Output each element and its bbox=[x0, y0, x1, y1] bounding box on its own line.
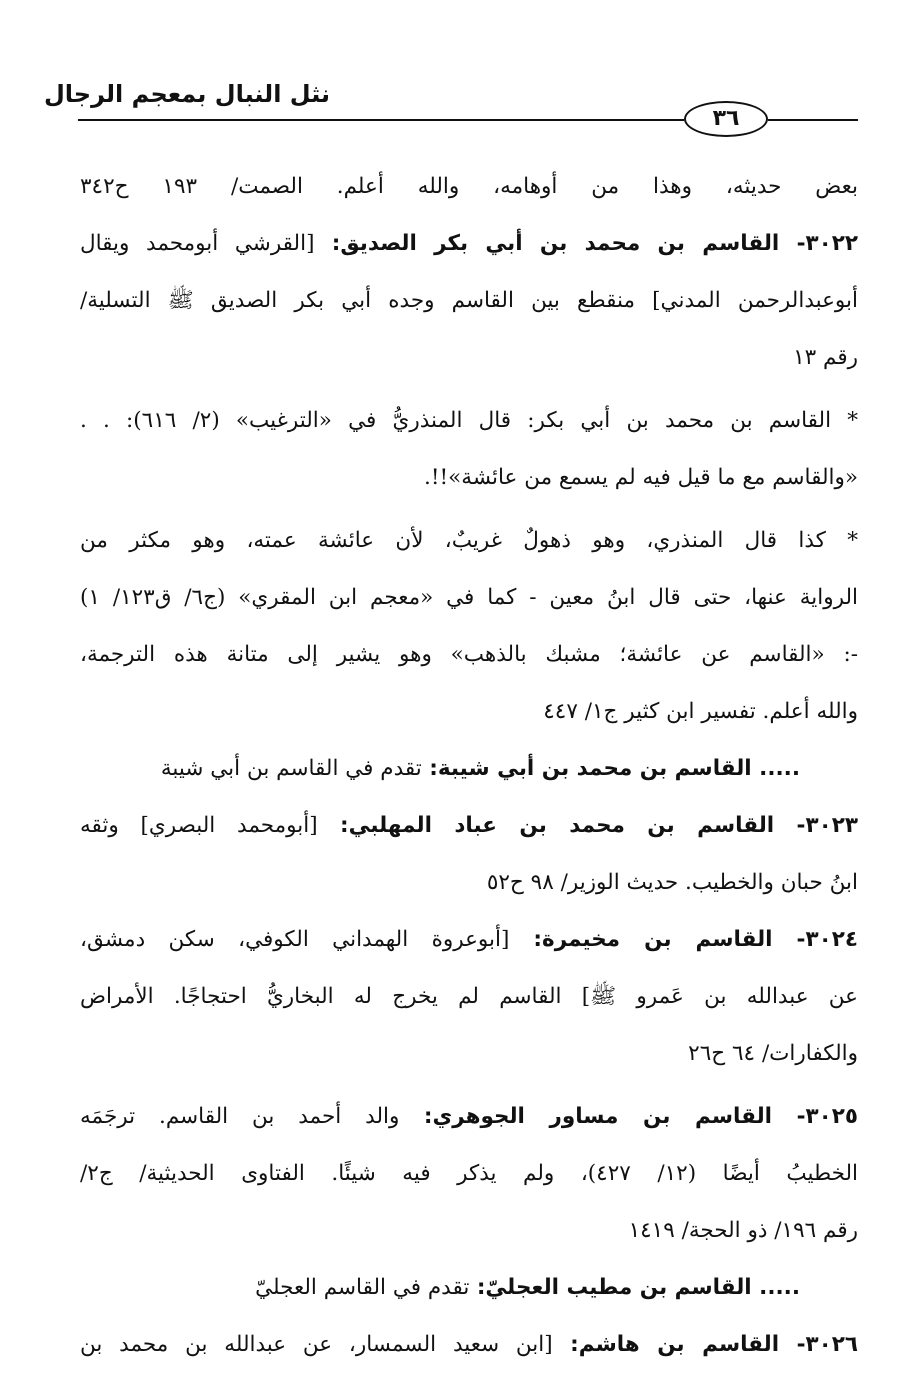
entry-name-bold: ..... القاسم بن مطيب العجليّ: bbox=[469, 1275, 800, 1300]
text-segment: -: «القاسم عن عائشة؛ مشبك بالذهب» وهو يشير إلى متانة هذه الترجمة، bbox=[80, 642, 858, 667]
note-line bbox=[80, 449, 858, 506]
note-line bbox=[80, 683, 858, 740]
running-header-title: نثل النبال بمعجم الرجال bbox=[43, 80, 330, 108]
text-line bbox=[80, 272, 858, 329]
entry-name-bold: ٣٠٢٤- القاسم بن مخيمرة: bbox=[509, 927, 858, 952]
text-line bbox=[80, 968, 858, 1025]
text-segment: والله أعلم. تفسير ابن كثير ج١/ ٤٤٧ bbox=[543, 699, 858, 724]
text-segment: [أبوعروة الهمداني الكوفي، سكن دمشق، bbox=[80, 927, 510, 952]
text-segment: رقم ١٩٦/ ذو الحجة/ ١٤١٩ bbox=[628, 1218, 858, 1243]
note-line bbox=[80, 626, 858, 683]
text-segment: * القاسم بن محمد بن أبي بكر: قال المنذريُّ في «الترغيب» (٢/ ٦١٦): . . bbox=[80, 408, 858, 433]
note-line bbox=[80, 569, 858, 626]
entry-name-bold: ..... القاسم بن محمد بن أبي شيبة: bbox=[421, 756, 800, 781]
text-segment: الرواية عنها، حتى قال ابنُ معين - كما في «معجم ابن المقري» (ج٦/ ق١٢٣/ ١) bbox=[80, 585, 858, 610]
text-segment: رقم ١٣ bbox=[793, 345, 858, 370]
text-segment: «والقاسم مع ما قيل فيه لم يسمع من عائشة»!!. bbox=[424, 465, 858, 490]
text-segment: عن عبدالله بن عَمرو ﷺ] القاسم لم يخرج له البخاريُّ احتجاجًا. الأمراض bbox=[80, 984, 858, 1009]
entry-name-bold: ٣٠٢٣- القاسم بن محمد بن عباد المهلبي: bbox=[317, 813, 858, 838]
note-line bbox=[80, 392, 858, 449]
text-line bbox=[80, 1025, 858, 1082]
text-segment: [أبومحمد البصري] وثقه bbox=[80, 813, 318, 838]
text-segment: تقدم في القاسم العجليّ bbox=[255, 1275, 470, 1300]
text-segment: * كذا قال المنذري، وهو ذهولٌ غريبٌ، لأن عائشة عمته، وهو مكثر من bbox=[80, 528, 858, 553]
entry-3024-heading-line bbox=[80, 911, 858, 968]
text-segment: والد أحمد بن القاسم. ترجَمَه bbox=[80, 1104, 400, 1129]
text-segment: أبوعبدالرحمن المدني] منقطع بين القاسم وجده أبي بكر الصديق ﷺ التسلية/ bbox=[80, 288, 858, 313]
page-number-oval: ٣٦ bbox=[684, 101, 768, 137]
cross-reference-line bbox=[80, 740, 858, 797]
entry-3026-heading-line bbox=[80, 1316, 858, 1373]
text-segment: بعض حديثه، وهذا من أوهامه، والله أعلم. الصمت/ ١٩٣ ح٣٤٢ bbox=[80, 174, 858, 199]
header-rule-right bbox=[768, 119, 858, 121]
entry-name-bold: ٣٠٢٥- القاسم بن مساور الجوهري: bbox=[399, 1104, 858, 1129]
text-line bbox=[80, 1145, 858, 1202]
text-line bbox=[80, 329, 858, 386]
text-line bbox=[80, 1202, 858, 1259]
entry-3023-heading-line bbox=[80, 797, 858, 854]
text-segment: تقدم في القاسم بن أبي شيبة bbox=[160, 756, 422, 781]
text-segment: الخطيبُ أيضًا (١٢/ ٤٢٧)، ولم يذكر فيه شيئًا. الفتاوى الحديثية/ ج٢/ bbox=[80, 1161, 858, 1186]
text-segment: [القرشي أبومحمد ويقال bbox=[80, 231, 315, 256]
entry-name-bold: ٣٠٢٢- القاسم بن محمد بن أبي بكر الصديق: bbox=[314, 231, 858, 256]
note-line bbox=[80, 512, 858, 569]
entry-name-bold: ٣٠٢٦- القاسم بن هاشم: bbox=[552, 1332, 858, 1357]
text-line bbox=[80, 158, 858, 215]
page-body bbox=[80, 158, 858, 1373]
entry-3022-heading-line bbox=[80, 215, 858, 272]
text-segment: ابنُ حبان والخطيب. حديث الوزير/ ٩٨ ح٥٢ bbox=[486, 870, 858, 895]
text-segment: والكفارات/ ٦٤ ح٢٦ bbox=[688, 1041, 858, 1066]
entry-3025-heading-line bbox=[80, 1088, 858, 1145]
text-line bbox=[80, 854, 858, 911]
header-rule-left bbox=[78, 119, 684, 121]
cross-reference-line bbox=[80, 1259, 858, 1316]
text-segment: [ابن سعيد السمسار، عن عبدالله بن محمد بن bbox=[80, 1332, 553, 1357]
